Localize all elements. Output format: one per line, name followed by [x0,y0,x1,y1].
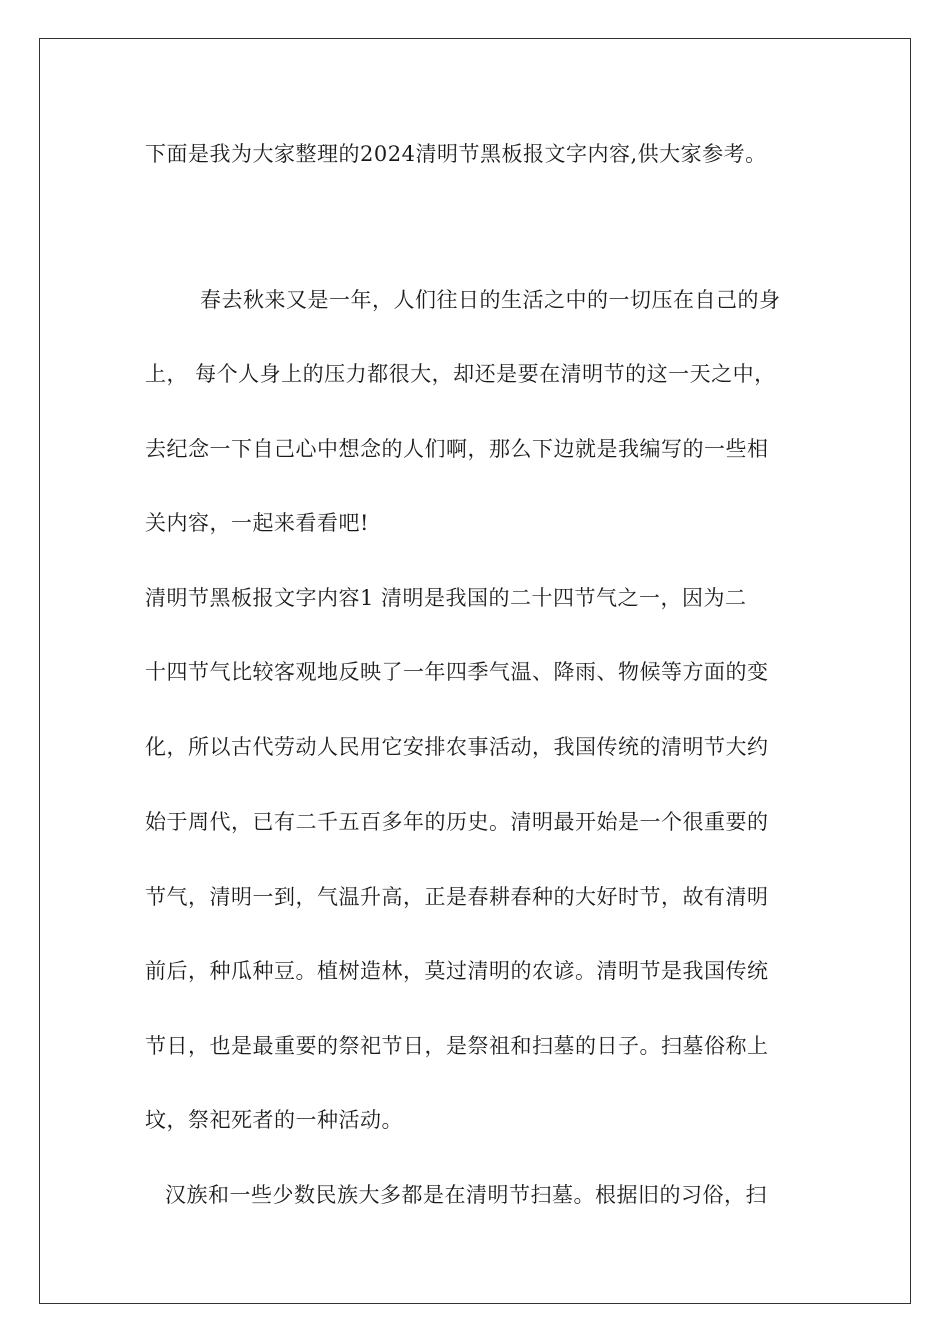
paragraph-line: 上， 每个人身上的压力都很大，却还是要在清明节的这一天之中， [145,362,776,386]
paragraph-line: 化，所以古代劳动人民用它安排农事活动，我国传统的清明节大约 [145,735,769,759]
paragraph-line: 节日，也是最重要的祭祀节日，是祭祖和扫墓的日子。扫墓俗称上 [145,1034,769,1058]
paragraph-line: 春去秋来又是一年，人们往日的生活之中的一切压在自己的身 [200,288,781,312]
section-line: 清明节黑板报文字内容1 清明是我国的二十四节气之一，因为二 [145,586,747,610]
paragraph-line: 前后，种瓜种豆。植树造林，莫过清明的农谚。清明节是我国传统 [145,959,769,983]
paragraph-line: 去纪念一下自己心中想念的人们啊，那么下边就是我编写的一些相 [145,437,769,461]
paragraph-line: 汉族和一些少数民族大多都是在清明节扫墓。根据旧的习俗，扫 [165,1183,767,1207]
paragraph-line: 始于周代，已有二千五百多年的历史。清明最开始是一个很重要的 [145,810,769,834]
paragraph-line: 关内容，一起来看看吧! [145,511,369,535]
paragraph-line: 十四节气比较客观地反映了一年四季气温、降雨、物候等方面的变 [145,660,769,684]
intro-line: 下面是我为大家整理的2024清明节黑板报文字内容,供大家参考。 [145,142,767,166]
paragraph-line: 坟，祭祀死者的一种活动。 [145,1108,403,1132]
paragraph-line: 节气，清明一到，气温升高，正是春耕春种的大好时节，故有清明 [145,885,769,909]
